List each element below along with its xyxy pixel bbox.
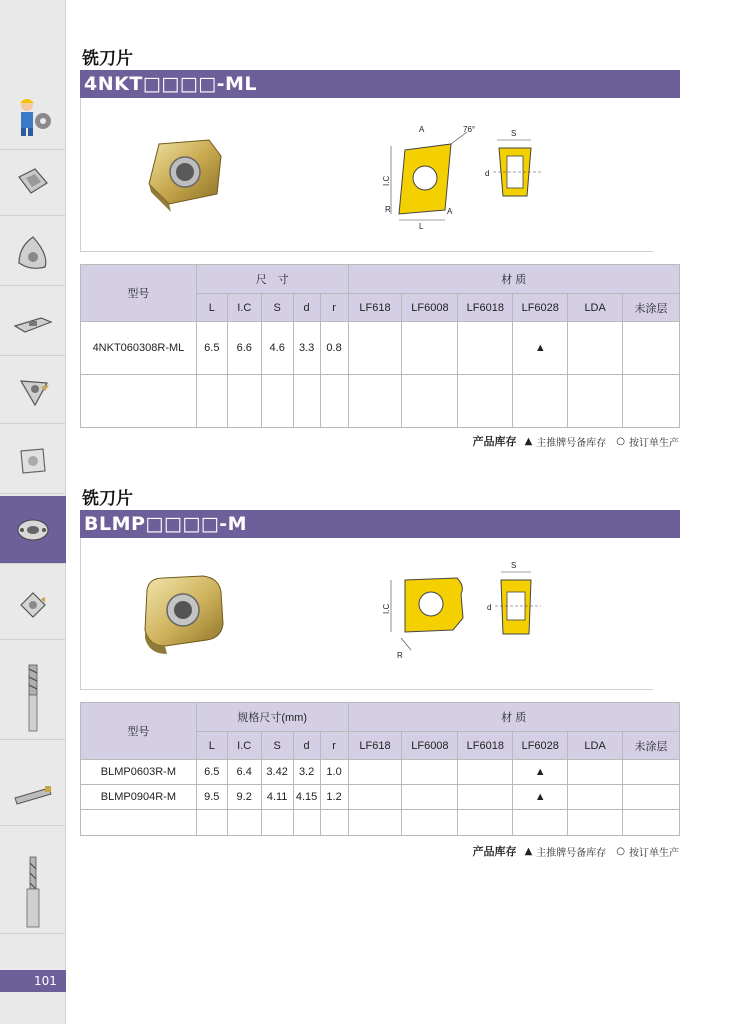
insert-technical-drawing-4nkt [381, 122, 561, 232]
col-header-r: r [320, 294, 348, 322]
cell-d [293, 810, 320, 836]
insert-figure-panel [80, 98, 680, 252]
dim-ic-label: I.C [382, 175, 391, 186]
cell-lf618 [348, 785, 402, 810]
trigon-insert-icon[interactable] [0, 220, 66, 286]
col-header-lf6008: LF6008 [402, 294, 458, 322]
col-header-dims: 规格尺寸(mm) [196, 703, 348, 732]
dim-a-label-top: A [419, 125, 425, 134]
cell-model: BLMP0603R-M [81, 760, 197, 785]
cell-r [320, 810, 348, 836]
dim-d-label: d [485, 169, 490, 178]
cell-lf6028 [513, 810, 568, 836]
cell-r: 1.2 [320, 785, 348, 810]
cell-lf618 [348, 760, 402, 785]
cell-lf6018 [458, 375, 513, 428]
col-header-model: 型号 [81, 265, 197, 322]
col-header-ic: I.C [227, 294, 261, 322]
dim-r-label: R [397, 651, 403, 660]
cell-lf618 [348, 375, 402, 428]
col-header-r: r [320, 732, 348, 760]
cell-lf6008 [402, 785, 458, 810]
category-sidebar [0, 0, 66, 1024]
cell-uncoated [623, 785, 680, 810]
cell-uncoated [623, 322, 680, 375]
cell-lf6018 [458, 810, 513, 836]
table-row [81, 375, 680, 428]
dim-ic-label: I.C [382, 603, 391, 614]
col-header-ic: I.C [227, 732, 261, 760]
cell-l [196, 375, 227, 428]
cell-r: 0.8 [320, 322, 348, 375]
legend-label-order: 按订单生产 [629, 847, 679, 859]
col-header-uncoated: 未涂层 [623, 732, 680, 760]
model-series-bar: 4NKT□□□□-ML [80, 70, 680, 98]
cell-lf6008 [402, 760, 458, 785]
cell-model [81, 810, 197, 836]
col-header-lda: LDA [568, 732, 623, 760]
col-header-uncoated: 未涂层 [623, 294, 680, 322]
worker-gear-icon[interactable] [0, 84, 66, 150]
circle-icon: ○ [616, 845, 625, 857]
dim-r-label: R [385, 205, 391, 214]
cell-s: 3.42 [261, 760, 293, 785]
legend-title: 产品库存 [472, 435, 517, 448]
col-header-lda: LDA [568, 294, 623, 322]
triangle-icon: ▲ [524, 845, 533, 857]
cell-lf6028: ▲ [513, 760, 568, 785]
cell-model [81, 375, 197, 428]
col-header-lf6018: LF6018 [458, 732, 513, 760]
cell-lda [568, 375, 623, 428]
triangle-icon: ▲ [524, 435, 533, 447]
insert-technical-drawing-blmp [381, 558, 561, 668]
cell-lf6028: ▲ [513, 785, 568, 810]
cell-ic [227, 375, 261, 428]
cell-l: 6.5 [196, 322, 227, 375]
cell-uncoated [623, 375, 680, 428]
cell-l: 6.5 [196, 760, 227, 785]
cell-d: 3.2 [293, 760, 320, 785]
cell-d [293, 375, 320, 428]
col-header-lf6028: LF6028 [513, 732, 568, 760]
cell-l [196, 810, 227, 836]
dim-s-label: S [511, 561, 517, 570]
page-number: 101 [0, 970, 66, 992]
square-insert-plain-icon[interactable] [0, 428, 66, 494]
cell-s: 4.11 [261, 785, 293, 810]
section-title: 铣刀片 [82, 489, 133, 509]
small-square-insert-icon[interactable] [0, 574, 66, 640]
cell-lf6028 [513, 375, 568, 428]
insert-photo-4nkt [139, 134, 229, 214]
col-header-lf6018: LF6018 [458, 294, 513, 322]
panel-corner [653, 238, 681, 252]
col-header-s: S [261, 732, 293, 760]
insert-photo-blmp [133, 568, 233, 658]
stock-legend [473, 843, 679, 859]
legend-title: 产品库存 [472, 845, 517, 858]
cell-s [261, 810, 293, 836]
grooving-insert-icon[interactable] [0, 290, 66, 356]
cell-lf6008 [402, 810, 458, 836]
cell-ic [227, 810, 261, 836]
table-row [81, 810, 680, 836]
spec-table-blmp [80, 702, 680, 836]
col-header-s: S [261, 294, 293, 322]
dim-s-label: S [511, 129, 517, 138]
cell-model: 4NKT060308R-ML [81, 322, 197, 375]
cell-d: 3.3 [293, 322, 320, 375]
insert-figure-panel [80, 538, 680, 690]
table-row [81, 760, 680, 785]
model-series-bar: BLMP□□□□-M [80, 510, 680, 538]
threading-insert-icon[interactable] [0, 358, 66, 424]
col-header-lf618: LF618 [348, 294, 402, 322]
legend-label-stock: 主推牌号备库存 [536, 847, 607, 859]
col-header-lf6028: LF6028 [513, 294, 568, 322]
cell-ic: 6.6 [227, 322, 261, 375]
col-header-dims: 尺 寸 [196, 265, 348, 294]
cell-ic: 6.4 [227, 760, 261, 785]
dim-l-label: L [419, 222, 424, 231]
cell-uncoated [623, 760, 680, 785]
dim-a-label-bottom: A [447, 207, 453, 216]
cell-lda [568, 322, 623, 375]
cell-lda [568, 760, 623, 785]
cell-model: BLMP0904R-M [81, 785, 197, 810]
col-header-d: d [293, 294, 320, 322]
cell-r [320, 375, 348, 428]
col-header-lf618: LF618 [348, 732, 402, 760]
section-title: 铣刀片 [82, 49, 133, 69]
cell-lda [568, 810, 623, 836]
cell-lf6008 [402, 375, 458, 428]
col-header-l: L [196, 732, 227, 760]
col-header-d: d [293, 732, 320, 760]
cell-lf6028: ▲ [513, 322, 568, 375]
cell-lf6008 [402, 322, 458, 375]
drill-icon[interactable] [0, 850, 66, 934]
col-header-model: 型号 [81, 703, 197, 760]
boring-bar-icon[interactable] [0, 760, 66, 826]
dim-angle-label: 76° [463, 125, 476, 134]
cell-lda [568, 785, 623, 810]
cell-d: 4.15 [293, 785, 320, 810]
spec-table-4nkt [80, 264, 680, 428]
table-row [81, 785, 680, 810]
cell-ic: 9.2 [227, 785, 261, 810]
cell-l: 9.5 [196, 785, 227, 810]
cell-uncoated [623, 810, 680, 836]
cell-r: 1.0 [320, 760, 348, 785]
dim-d-label: d [487, 603, 492, 612]
table-row [81, 322, 680, 375]
end-mill-icon[interactable] [0, 656, 66, 740]
cell-s: 4.6 [261, 322, 293, 375]
stock-legend [473, 433, 679, 449]
col-header-material: 材 质 [348, 703, 679, 732]
cell-lf6018 [458, 785, 513, 810]
milling-insert-active-icon[interactable] [0, 496, 66, 564]
circle-icon: ○ [616, 435, 625, 447]
col-header-lf6008: LF6008 [402, 732, 458, 760]
panel-corner [653, 676, 681, 690]
cell-lf6018 [458, 322, 513, 375]
cell-lf618 [348, 810, 402, 836]
legend-label-stock: 主推牌号备库存 [536, 437, 607, 449]
cell-lf6018 [458, 760, 513, 785]
square-insert-icon[interactable] [0, 150, 66, 216]
legend-label-order: 按订单生产 [629, 437, 679, 449]
cell-s [261, 375, 293, 428]
col-header-l: L [196, 294, 227, 322]
col-header-material: 材 质 [348, 265, 679, 294]
cell-lf618 [348, 322, 402, 375]
